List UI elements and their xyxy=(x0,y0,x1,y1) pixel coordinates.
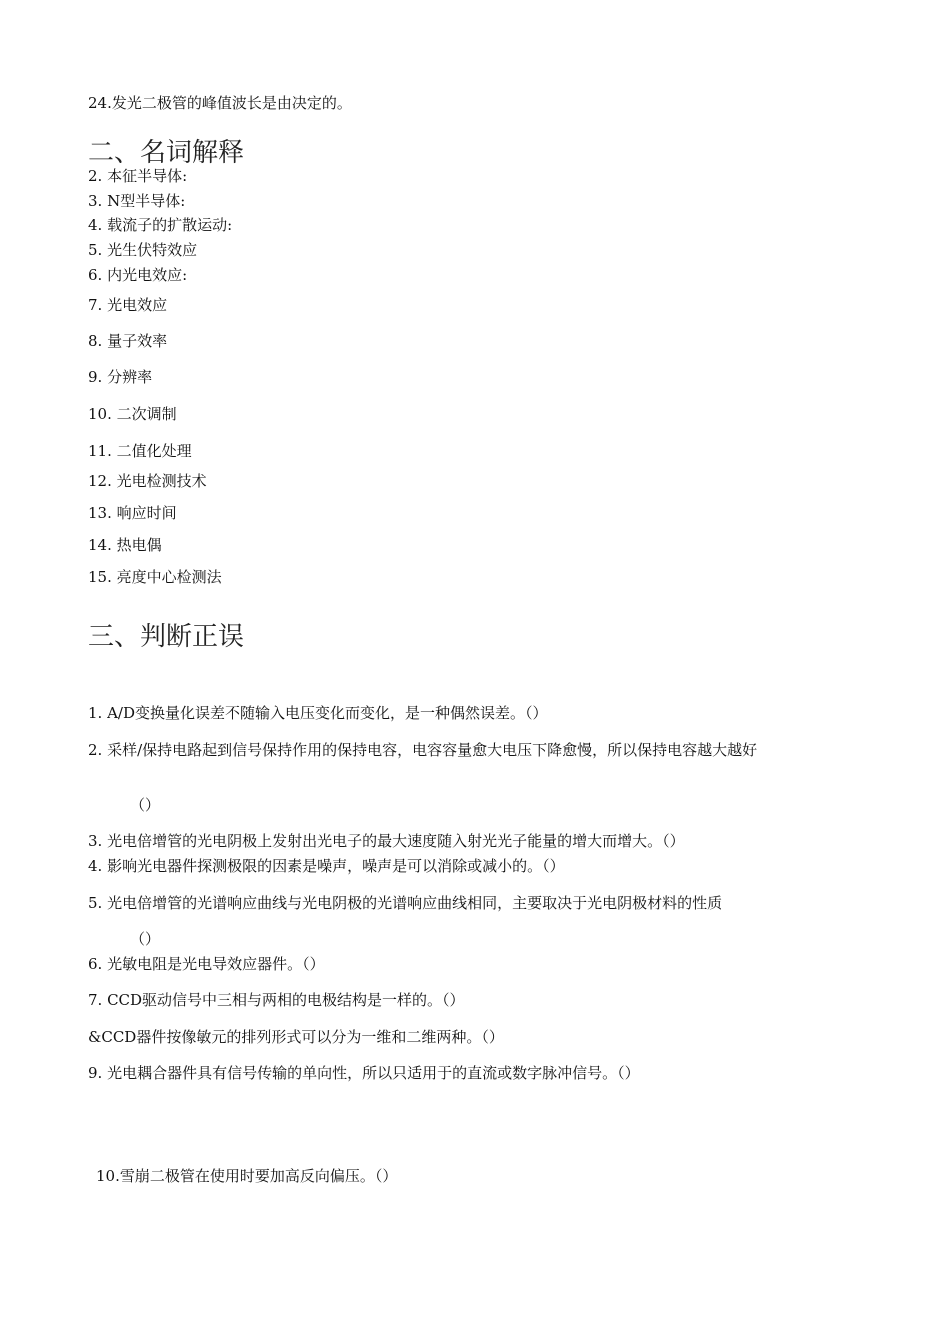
term-item: 13. 响应时间 xyxy=(88,504,177,522)
judgment-paren: （） xyxy=(130,930,161,948)
term-item: 12. 光电检测技术 xyxy=(88,472,207,490)
term-item: 11. 二值化处理 xyxy=(88,442,192,460)
term-item: 14. 热电偶 xyxy=(88,536,162,554)
judgment-item: 9. 光电耦合器件具有信号传输的单向性，所以只适用于的直流或数字脉冲信号。（） xyxy=(88,1064,640,1082)
judgment-paren: （） xyxy=(130,796,161,814)
section-2-heading: 二、名词解释 xyxy=(88,138,245,168)
term-item: 5. 光生伏特效应 xyxy=(88,241,198,259)
term-item: 10. 二次调制 xyxy=(88,405,177,423)
term-item: 3. N型半导体: xyxy=(88,192,186,210)
judgment-item: 6. 光敏电阻是光电导效应器件。（） xyxy=(88,955,325,973)
judgment-item: 5. 光电倍增管的光谱响应曲线与光电阴极的光谱响应曲线相同，主要取决于光电阴极材料的性质 xyxy=(88,894,723,912)
judgment-item: 2. 采样/保持电路起到信号保持作用的保持电容，电容容量愈大电压下降愈慢，所以保持电容越大越好 xyxy=(88,741,758,759)
judgment-item: 4. 影响光电器件探测极限的因素是噪声，噪声是可以消除或减小的。（） xyxy=(88,857,565,875)
term-item: 6. 内光电效应: xyxy=(88,266,188,284)
judgment-item: 10.雪崩二极管在使用时要加高反向偏压。（） xyxy=(96,1167,398,1185)
term-item: 15. 亮度中心检测法 xyxy=(88,568,222,586)
judgment-item: 3. 光电倍增管的光电阴极上发射出光电子的最大速度随入射光光子能量的增大而增大。（） xyxy=(88,832,685,850)
section-3-heading: 三、判断正误 xyxy=(88,622,245,652)
term-item: 9. 分辨率 xyxy=(88,368,153,386)
judgment-item: 1. A/D变换量化误差不随输入电压变化而变化，是一种偶然误差。（） xyxy=(88,704,548,722)
term-item: 4. 载流子的扩散运动: xyxy=(88,216,233,234)
question-24: 24.发光二极管的峰值波长是由决定的。 xyxy=(88,94,352,112)
term-item: 7. 光电效应 xyxy=(88,296,168,314)
term-item: 2. 本征半导体: xyxy=(88,167,188,185)
term-item: 8. 量子效率 xyxy=(88,332,168,350)
judgment-item: &CCD器件按像敏元的排列形式可以分为一维和二维两种。（） xyxy=(88,1028,504,1046)
judgment-item: 7. CCD驱动信号中三相与两相的电极结构是一样的。（） xyxy=(88,991,465,1009)
